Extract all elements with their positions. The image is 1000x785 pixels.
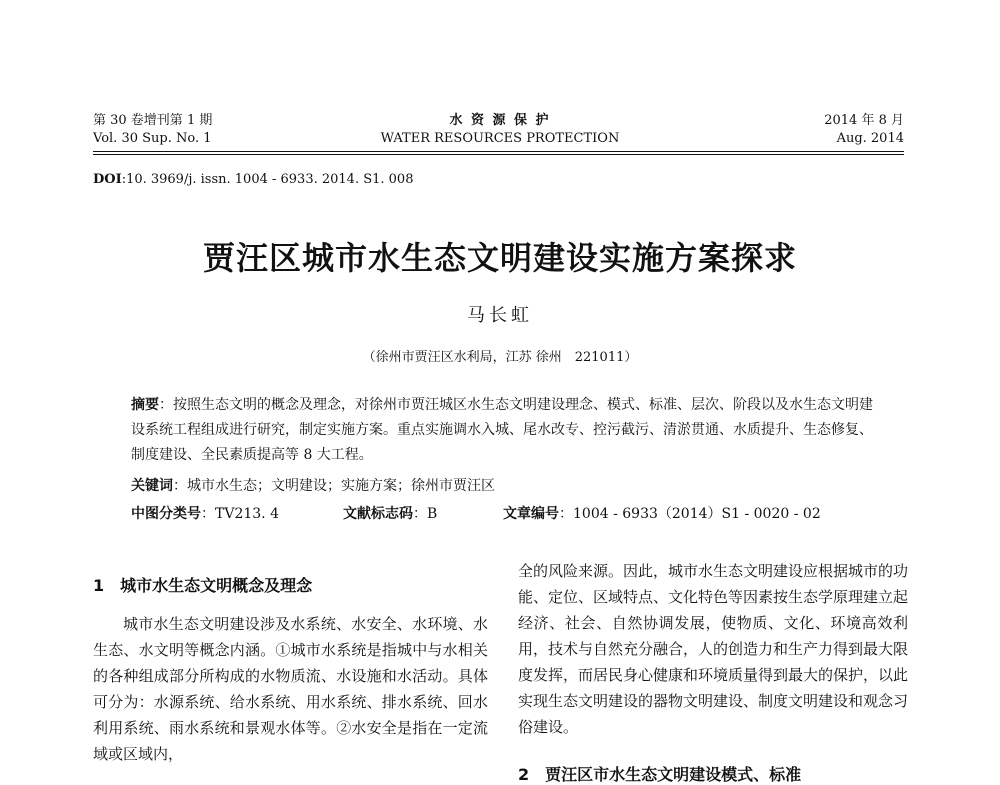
doc-label: 文献标志码 bbox=[343, 506, 413, 522]
date-en: Aug. 2014 bbox=[836, 131, 904, 146]
right-column-text bbox=[518, 558, 908, 740]
section-2-heading: 2 贾汪区市水生态文明建设模式、标准 bbox=[518, 765, 802, 784]
journal-name-cn: 水 资 源 保 护 bbox=[449, 113, 551, 128]
clc-label: 中图分类号 bbox=[131, 506, 201, 522]
header-rule-thin bbox=[93, 154, 904, 155]
journal-name bbox=[300, 112, 700, 148]
journal-issue-info bbox=[93, 112, 212, 148]
journal-date bbox=[824, 112, 904, 148]
doi-line bbox=[93, 172, 413, 187]
keywords-label: 关键词 bbox=[131, 478, 173, 494]
section-1-heading: 1 城市水生态文明概念及理念 bbox=[93, 576, 313, 595]
date-cn: 2014 年 8 月 bbox=[824, 113, 904, 128]
abstract bbox=[131, 393, 876, 468]
journal-name-en: WATER RESOURCES PROTECTION bbox=[380, 131, 620, 146]
document-code bbox=[343, 503, 503, 523]
doi-label: DOI bbox=[93, 172, 122, 187]
paper-author: 马长虹 bbox=[467, 305, 533, 326]
keywords bbox=[131, 475, 495, 495]
abstract-text: ：按照生态文明的概念及理念，对徐州市贾汪城区水生态文明建设理念、模式、标准、层次、阶段以及水生态文明建设系统工程组成进行研究，制定实施方案。重点实施调水入城、尾水改专、控污截污、清淤贯通、水质提升、生态修复、制度建设、全民素质提高等 8 大工程。 bbox=[131, 397, 873, 463]
clc-value: ：TV213. 4 bbox=[201, 506, 279, 522]
left-column-text bbox=[93, 611, 488, 767]
doi-value: :10. 3969/j. issn. 1004 - 6933. 2014. S1. 008 bbox=[121, 172, 414, 187]
doc-value: ：B bbox=[413, 506, 438, 522]
abstract-label: 摘要 bbox=[131, 397, 159, 413]
continued-paragraph: 全的风险来源。因此，城市水生态文明建设应根据城市的功能、定位、区域特点、文化特色等因素按生态学原理建立起经济、社会、自然协调发展，使物质、文化、环境高效利用，技术与自然充分融合，人的创造力和生产力得到最大限度发挥，而居民身心健康和环境质量得到最大的保护，以此实现生态文明建设的器物文明建设、制度文明建设和观念习俗建设。 bbox=[518, 562, 909, 736]
author-affiliation: （徐州市贾汪区水利局，江苏 徐州 221011） bbox=[362, 350, 638, 365]
issue-en: Vol. 30 Sup. No. 1 bbox=[93, 131, 212, 146]
header-rule bbox=[93, 151, 904, 152]
classification-line bbox=[131, 503, 891, 523]
art-value: ：1004 - 6933（2014）S1 - 0020 - 02 bbox=[559, 506, 821, 522]
paper-title: 贾汪区城市水生态文明建设实施方案探求 bbox=[202, 239, 797, 277]
issue-cn: 第 30 卷增刊第 1 期 bbox=[93, 113, 213, 128]
art-label: 文章编号 bbox=[503, 506, 559, 522]
section-1-paragraph: 城市水生态文明建设涉及水系统、水安全、水环境、水生态、水文明等概念内涵。①城市水系统是指城中与水相关的各种组成部分所构成的水物质流、水设施和水活动。具体可分为：水源系统、给水系统、用水系统、排水系统、回水利用系统、雨水系统和景观水体等。②水安全是指在一定流域或区域内， bbox=[93, 615, 488, 763]
clc-number bbox=[131, 503, 343, 523]
article-number bbox=[503, 503, 821, 523]
keywords-text: ：城市水生态；文明建设；实施方案；徐州市贾汪区 bbox=[173, 478, 495, 494]
